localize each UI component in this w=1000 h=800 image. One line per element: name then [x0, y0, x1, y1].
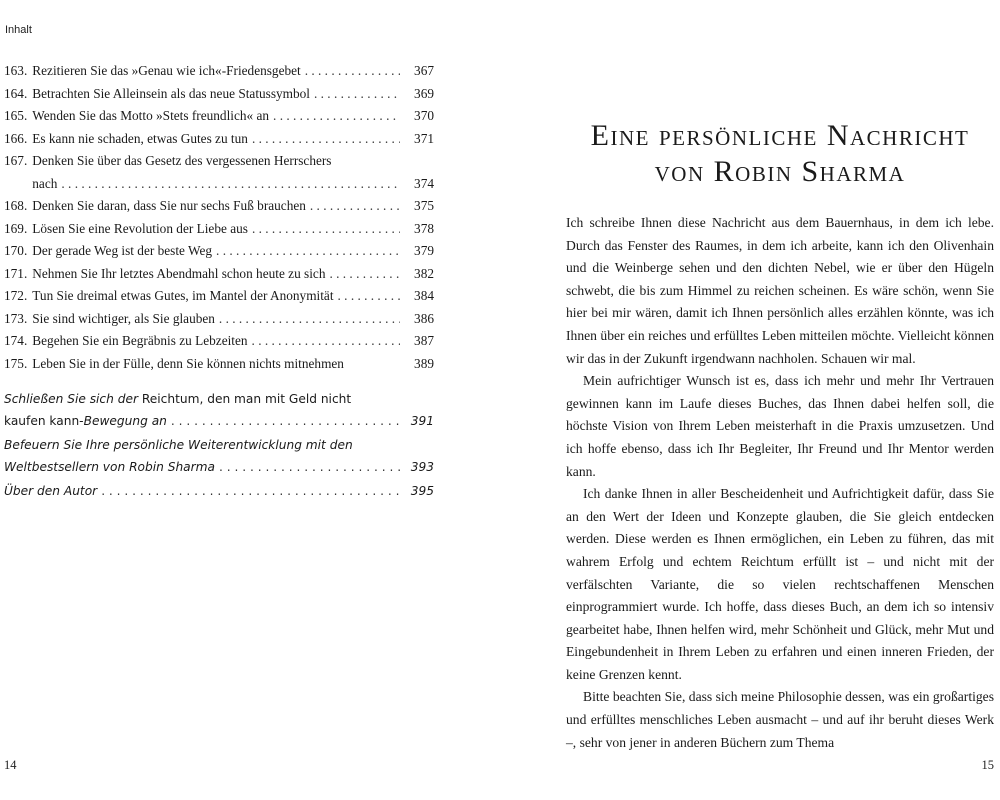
back-entry-page: 393 [410, 460, 434, 474]
toc-entry-page: 389 [414, 355, 434, 371]
toc-entry-number: 166. [4, 130, 28, 146]
dot-leader [252, 128, 400, 151]
body-paragraph: Mein aufrichtiger Wunsch ist es, dass ich mehr und mehr Ihr Vertrauen gewinnen kann im Laufe dieses Buches, das Ihnen dabei helfen soll, die höchste Vision von Ihrem Leben meisterhaft in die Praxis umzusetzen. Und ich hoffe ebenso, dass ich Ihr Begleiter, Ihr Freund und Ihr Mentor werden kann. [566, 373, 994, 479]
toc-entry-number: 174. [4, 333, 28, 348]
toc-entry-number: 168. [4, 198, 28, 213]
toc-entry-page: 382 [414, 265, 434, 281]
toc-entry-title: Wenden Sie das Motto »Stets freundlich« an [32, 108, 270, 123]
toc-entry[interactable] [4, 285, 434, 308]
toc-entry-title: Nehmen Sie Ihr letztes Abendmahl schon heute zu sich [32, 265, 326, 281]
dot-leader [252, 330, 400, 353]
chapter-title-line1: Eine persönliche Nachricht [590, 119, 970, 152]
toc-entry-number: 163. [4, 63, 28, 78]
table-of-contents [4, 60, 434, 375]
dot-leader [273, 105, 400, 128]
toc-entry-number: 172. [4, 288, 28, 303]
toc-entry-title-line1: Denken Sie über das Gesetz des vergessenen Herrschers [32, 153, 332, 168]
toc-entry[interactable] [4, 60, 434, 83]
toc-entry[interactable] [4, 105, 434, 128]
dot-leader [61, 173, 400, 196]
back-entry-title-regular: kaufen kann- [4, 414, 84, 428]
toc-entry-page: 369 [414, 85, 434, 101]
page-number-left: 14 [4, 758, 17, 772]
toc-entry-page: 374 [414, 175, 434, 191]
toc-entry-title: Sie sind wichtiger, als Sie glauben [32, 310, 215, 326]
toc-entry[interactable] [4, 150, 434, 195]
toc-entry-title: Lösen Sie eine Revolution der Liebe aus [32, 220, 248, 236]
dot-leader [252, 218, 400, 241]
back-entry-title: Über den Autor [4, 484, 98, 498]
body-paragraph: Bitte beachten Sie, dass sich meine Philosophie dessen, was ein großartiges und erfülltes menschliches Leben ausmacht – und auf ihr beruht dieses Werk –, sehr von jener in anderen Büchern zum Thema [566, 689, 994, 750]
toc-entry-page: 384 [414, 288, 434, 303]
toc-entry[interactable] [4, 240, 434, 263]
running-head: Inhalt [5, 24, 32, 36]
back-entry-title-line1: Befeuern Sie Ihre persönliche Weiterentwicklung mit den [4, 438, 353, 452]
toc-entry-number: 167. [4, 153, 28, 168]
toc-entry-page: 367 [414, 63, 434, 78]
back-entry-title-italic: Bewegung an [83, 414, 167, 428]
toc-entry-number: 170. [4, 243, 28, 258]
chapter-title [565, 118, 995, 190]
toc-entry-title: Es kann nie schaden, etwas Gutes zu tun [32, 130, 248, 146]
toc-entry-title: Denken Sie daran, dass Sie nur sechs Fuß brauchen [32, 198, 306, 213]
back-entry-title-italic: Schließen Sie sich der [4, 392, 138, 406]
body-paragraph: Ich danke Ihnen in aller Bescheidenheit und Aufrichtigkeit dafür, dass Sie an den Wert der Ideen und Konzepte glauben, die Sie gleich entdecken werden. Diese werden es Ihnen ermöglichen, ein Leben zu führen, das mit wahrem Erfolg und echtem Reichtum erfüllt ist – und nicht mit der verfälschten Variante, die so vielen rechtschaffenen Menschen einprogrammiert wurde. Ich hoffe, dass dieses Buch, an dem ich so intensiv gearbeitet habe, Ihnen helfen wird, mehr Schönheit und Glück, mehr Mut und Eingebundenheit in Ihrem Leben zu erfahren und einen inneren Frieden, der keine Grenzen kennt. [566, 486, 994, 682]
toc-entry-page: 387 [414, 333, 434, 348]
dot-leader [216, 240, 400, 263]
toc-back-entry[interactable] [4, 434, 434, 478]
back-entry-title-line2: Weltbestsellern von Robin Sharma [4, 460, 215, 474]
chapter-title-line2: von Robin Sharma [654, 155, 906, 188]
toc-entry-number: 171. [4, 265, 28, 281]
toc-back-entry[interactable] [4, 480, 434, 502]
toc-entry-page: 375 [414, 198, 434, 213]
toc-entry[interactable] [4, 353, 434, 376]
dot-leader [314, 83, 400, 106]
toc-entry[interactable] [4, 195, 434, 218]
toc-entry-page: 379 [414, 243, 434, 258]
toc-entry-title: Rezitieren Sie das »Genau wie ich«-Friedensgebet [32, 63, 301, 78]
toc-entry-title: Leben Sie in der Fülle, denn Sie können nichts mitnehmen [32, 355, 344, 371]
back-entry-title-regular: Reichtum, den man mit Geld nicht [137, 392, 352, 406]
toc-entry-title: Tun Sie dreimal etwas Gutes, im Mantel der Anonymität [32, 288, 334, 303]
dot-leader [305, 60, 400, 83]
dot-leader [101, 480, 400, 502]
dot-leader [329, 263, 400, 286]
body-paragraph: Ich schreibe Ihnen diese Nachricht aus dem Bauernhaus, in dem ich lebe. Durch das Fenster des Raumes, in dem ich arbeite, kann ich den Olivenhain und die Weinberge sehen und den dichten Nebel, wie er über den Hügeln schwebt, die bis zum Himmel zu reichen scheinen. Es wäre schön, wenn Sie hier bei mir wären, damit ich Ihnen persönlich alles erzählen könnte, was ich Ihnen über ein reiches und erfülltes Leben mitteilen möchte. Vielleicht können wir das in der Zukunft irgendwann nachholen. Schauen wir mal. [566, 215, 994, 366]
toc-entry-page: 378 [414, 220, 434, 236]
toc-entry-number: 164. [4, 85, 28, 101]
toc-entry-title-line2: nach [32, 175, 58, 191]
toc-entry[interactable] [4, 330, 434, 353]
back-entry-page: 391 [410, 414, 434, 428]
toc-entry-page: 370 [414, 108, 434, 123]
page-number-right: 15 [981, 758, 994, 772]
toc-back-matter [4, 388, 434, 504]
toc-entry[interactable] [4, 83, 434, 106]
back-entry-page: 395 [410, 484, 434, 498]
dot-leader [219, 308, 400, 331]
toc-entry-page: 386 [414, 310, 434, 326]
toc-entry[interactable] [4, 263, 434, 286]
toc-entry-number: 173. [4, 310, 28, 326]
toc-entry-title: Betrachten Sie Alleinsein als das neue Statussymbol [32, 85, 310, 101]
toc-entry-number: 169. [4, 220, 28, 236]
toc-back-entry[interactable] [4, 388, 434, 432]
dot-leader [219, 456, 400, 478]
toc-entry[interactable] [4, 308, 434, 331]
chapter-body [566, 212, 994, 754]
toc-entry-number: 175. [4, 355, 28, 371]
dot-leader [171, 410, 400, 432]
toc-entry-title: Begehen Sie ein Begräbnis zu Lebzeiten [32, 333, 248, 348]
toc-entry[interactable] [4, 128, 434, 151]
toc-entry-number: 165. [4, 108, 28, 123]
toc-entry[interactable] [4, 218, 434, 241]
toc-entry-title: Der gerade Weg ist der beste Weg [32, 243, 213, 258]
toc-entry-page: 371 [414, 130, 434, 146]
dot-leader [310, 195, 400, 218]
dot-leader [338, 285, 400, 308]
